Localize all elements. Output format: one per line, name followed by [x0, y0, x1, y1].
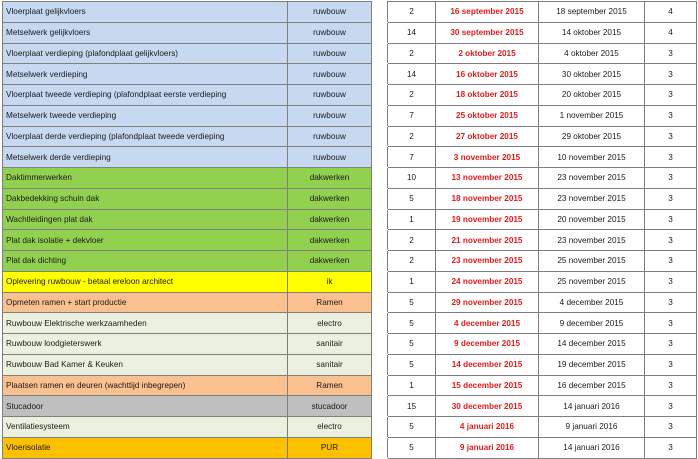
table-row	[3, 85, 697, 106]
end-date-cell: 14 januari 2016	[539, 396, 645, 417]
week-cell: 3	[645, 396, 697, 417]
category-cell: ruwbouw	[288, 64, 372, 85]
task-cell: Wachtleidingen plat dak	[3, 209, 288, 230]
table-row	[3, 147, 697, 168]
start-date-cell: 25 oktober 2015	[436, 105, 539, 126]
start-date-cell: 27 oktober 2015	[436, 126, 539, 147]
duration-cell: 5	[388, 313, 436, 334]
end-date-cell: 20 november 2015	[539, 209, 645, 230]
table-row	[3, 292, 697, 313]
table-row	[3, 43, 697, 64]
table-row	[3, 313, 697, 334]
task-cell: Metselwerk gelijkvloers	[3, 22, 288, 43]
spacer-cell	[372, 437, 388, 458]
end-date-cell: 4 december 2015	[539, 292, 645, 313]
week-cell: 3	[645, 126, 697, 147]
start-date-cell: 4 december 2015	[436, 313, 539, 334]
table-row	[3, 22, 697, 43]
task-cell: Ruwbouw Bad Kamer & Keuken	[3, 354, 288, 375]
end-date-cell: 25 november 2015	[539, 251, 645, 272]
duration-cell: 2	[388, 43, 436, 64]
duration-cell: 5	[388, 354, 436, 375]
duration-cell: 5	[388, 188, 436, 209]
start-date-cell: 19 november 2015	[436, 209, 539, 230]
table-row	[3, 396, 697, 417]
category-cell: dakwerken	[288, 230, 372, 251]
week-cell: 3	[645, 209, 697, 230]
category-cell: Ramen	[288, 292, 372, 313]
spacer-cell	[372, 292, 388, 313]
table-row	[3, 334, 697, 355]
duration-cell: 7	[388, 147, 436, 168]
week-cell: 3	[645, 271, 697, 292]
category-cell: ruwbouw	[288, 22, 372, 43]
week-cell: 3	[645, 85, 697, 106]
week-cell: 3	[645, 313, 697, 334]
spacer-cell	[372, 354, 388, 375]
duration-cell: 5	[388, 292, 436, 313]
week-cell: 3	[645, 292, 697, 313]
table-row	[3, 354, 697, 375]
table-row	[3, 126, 697, 147]
week-cell: 3	[645, 437, 697, 458]
week-cell: 3	[645, 334, 697, 355]
start-date-cell: 2 oktober 2015	[436, 43, 539, 64]
table-row	[3, 2, 697, 23]
spacer-cell	[372, 105, 388, 126]
task-cell: Metselwerk tweede verdieping	[3, 105, 288, 126]
spacer-cell	[372, 126, 388, 147]
start-date-cell: 16 september 2015	[436, 2, 539, 23]
start-date-cell: 18 oktober 2015	[436, 85, 539, 106]
end-date-cell: 29 oktober 2015	[539, 126, 645, 147]
table-row	[3, 168, 697, 189]
task-cell: Vloerplaat derde verdieping (plafondplaat tweede verdieping	[3, 126, 288, 147]
end-date-cell: 23 november 2015	[539, 188, 645, 209]
start-date-cell: 16 oktober 2015	[436, 64, 539, 85]
spacer-cell	[372, 188, 388, 209]
table-row	[3, 417, 697, 438]
week-cell: 3	[645, 375, 697, 396]
duration-cell: 5	[388, 437, 436, 458]
duration-cell: 14	[388, 64, 436, 85]
category-cell: stucadoor	[288, 396, 372, 417]
task-cell: Stucadoor	[3, 396, 288, 417]
task-cell: Metselwerk verdieping	[3, 64, 288, 85]
spacer-cell	[372, 2, 388, 23]
task-cell: Plaatsen ramen en deuren (wachttijd inbegrepen)	[3, 375, 288, 396]
duration-cell: 2	[388, 251, 436, 272]
table-row	[3, 251, 697, 272]
category-cell: dakwerken	[288, 209, 372, 230]
category-cell: dakwerken	[288, 168, 372, 189]
end-date-cell: 23 november 2015	[539, 230, 645, 251]
start-date-cell: 18 november 2015	[436, 188, 539, 209]
spacer-cell	[372, 230, 388, 251]
week-cell: 3	[645, 43, 697, 64]
duration-cell: 10	[388, 168, 436, 189]
task-cell: Ruwbouw Elektrische werkzaamheden	[3, 313, 288, 334]
table-row	[3, 271, 697, 292]
start-date-cell: 13 november 2015	[436, 168, 539, 189]
end-date-cell: 9 december 2015	[539, 313, 645, 334]
end-date-cell: 1 november 2015	[539, 105, 645, 126]
end-date-cell: 14 januari 2016	[539, 437, 645, 458]
category-cell: ik	[288, 271, 372, 292]
start-date-cell: 30 september 2015	[436, 22, 539, 43]
week-cell: 4	[645, 22, 697, 43]
week-cell: 3	[645, 188, 697, 209]
spacer-cell	[372, 334, 388, 355]
spacer-cell	[372, 417, 388, 438]
end-date-cell: 18 september 2015	[539, 2, 645, 23]
task-cell: Vloerplaat gelijkvloers	[3, 2, 288, 23]
week-cell: 3	[645, 64, 697, 85]
task-cell: Vloerplaat verdieping (plafondplaat gelijkvloers)	[3, 43, 288, 64]
category-cell: dakwerken	[288, 251, 372, 272]
duration-cell: 2	[388, 2, 436, 23]
task-cell: Ruwbouw loodgieterswerk	[3, 334, 288, 355]
category-cell: ruwbouw	[288, 126, 372, 147]
task-cell: Oplevering ruwbouw - betaal ereloon architect	[3, 271, 288, 292]
week-cell: 3	[645, 417, 697, 438]
table-row	[3, 64, 697, 85]
end-date-cell: 16 december 2015	[539, 375, 645, 396]
week-cell: 3	[645, 105, 697, 126]
start-date-cell: 29 november 2015	[436, 292, 539, 313]
duration-cell: 5	[388, 334, 436, 355]
start-date-cell: 24 november 2015	[436, 271, 539, 292]
task-cell: Ventilatiesysteem	[3, 417, 288, 438]
spacer-cell	[372, 375, 388, 396]
schedule-table	[2, 1, 697, 459]
week-cell: 3	[645, 354, 697, 375]
week-cell: 3	[645, 230, 697, 251]
spacer-cell	[372, 209, 388, 230]
start-date-cell: 14 december 2015	[436, 354, 539, 375]
category-cell: ruwbouw	[288, 43, 372, 64]
spacer-cell	[372, 168, 388, 189]
category-cell: Ramen	[288, 375, 372, 396]
end-date-cell: 23 november 2015	[539, 168, 645, 189]
task-cell: Dakbedekking schuin dak	[3, 188, 288, 209]
week-cell: 4	[645, 2, 697, 23]
duration-cell: 14	[388, 22, 436, 43]
task-cell: Daktimmerwerken	[3, 168, 288, 189]
start-date-cell: 9 januari 2016	[436, 437, 539, 458]
duration-cell: 2	[388, 126, 436, 147]
start-date-cell: 21 november 2015	[436, 230, 539, 251]
category-cell: ruwbouw	[288, 85, 372, 106]
duration-cell: 1	[388, 271, 436, 292]
end-date-cell: 25 november 2015	[539, 271, 645, 292]
start-date-cell: 4 januari 2016	[436, 417, 539, 438]
spacer-cell	[372, 271, 388, 292]
spacer-cell	[372, 313, 388, 334]
end-date-cell: 19 december 2015	[539, 354, 645, 375]
spacer-cell	[372, 22, 388, 43]
category-cell: dakwerken	[288, 188, 372, 209]
duration-cell: 5	[388, 417, 436, 438]
duration-cell: 7	[388, 105, 436, 126]
week-cell: 3	[645, 147, 697, 168]
start-date-cell: 30 december 2015	[436, 396, 539, 417]
duration-cell: 2	[388, 85, 436, 106]
task-cell: Vloerisolatie	[3, 437, 288, 458]
schedule-body	[3, 2, 697, 459]
table-row	[3, 209, 697, 230]
task-cell: Metselwerk derde verdieping	[3, 147, 288, 168]
category-cell: ruwbouw	[288, 147, 372, 168]
start-date-cell: 23 november 2015	[436, 251, 539, 272]
duration-cell: 15	[388, 396, 436, 417]
start-date-cell: 15 december 2015	[436, 375, 539, 396]
spacer-cell	[372, 396, 388, 417]
spacer-cell	[372, 64, 388, 85]
category-cell: electro	[288, 313, 372, 334]
end-date-cell: 14 oktober 2015	[539, 22, 645, 43]
end-date-cell: 20 oktober 2015	[539, 85, 645, 106]
table-row	[3, 105, 697, 126]
end-date-cell: 4 oktober 2015	[539, 43, 645, 64]
spacer-cell	[372, 43, 388, 64]
week-cell: 3	[645, 168, 697, 189]
duration-cell: 2	[388, 230, 436, 251]
end-date-cell: 14 december 2015	[539, 334, 645, 355]
start-date-cell: 9 december 2015	[436, 334, 539, 355]
spacer-cell	[372, 85, 388, 106]
duration-cell: 1	[388, 375, 436, 396]
table-row	[3, 437, 697, 458]
end-date-cell: 30 oktober 2015	[539, 64, 645, 85]
task-cell: Vloerplaat tweede verdieping (plafondplaat eerste verdieping	[3, 85, 288, 106]
spacer-cell	[372, 147, 388, 168]
category-cell: sanitair	[288, 354, 372, 375]
end-date-cell: 10 november 2015	[539, 147, 645, 168]
category-cell: ruwbouw	[288, 2, 372, 23]
category-cell: PUR	[288, 437, 372, 458]
task-cell: Opmeten ramen + start productie	[3, 292, 288, 313]
category-cell: sanitair	[288, 334, 372, 355]
table-row	[3, 375, 697, 396]
week-cell: 3	[645, 251, 697, 272]
table-row	[3, 230, 697, 251]
task-cell: Plat dak isolatie + dekvloer	[3, 230, 288, 251]
task-cell: Plat dak dichting	[3, 251, 288, 272]
duration-cell: 1	[388, 209, 436, 230]
start-date-cell: 3 november 2015	[436, 147, 539, 168]
spacer-cell	[372, 251, 388, 272]
category-cell: ruwbouw	[288, 105, 372, 126]
category-cell: electro	[288, 417, 372, 438]
table-row	[3, 188, 697, 209]
end-date-cell: 9 januari 2016	[539, 417, 645, 438]
